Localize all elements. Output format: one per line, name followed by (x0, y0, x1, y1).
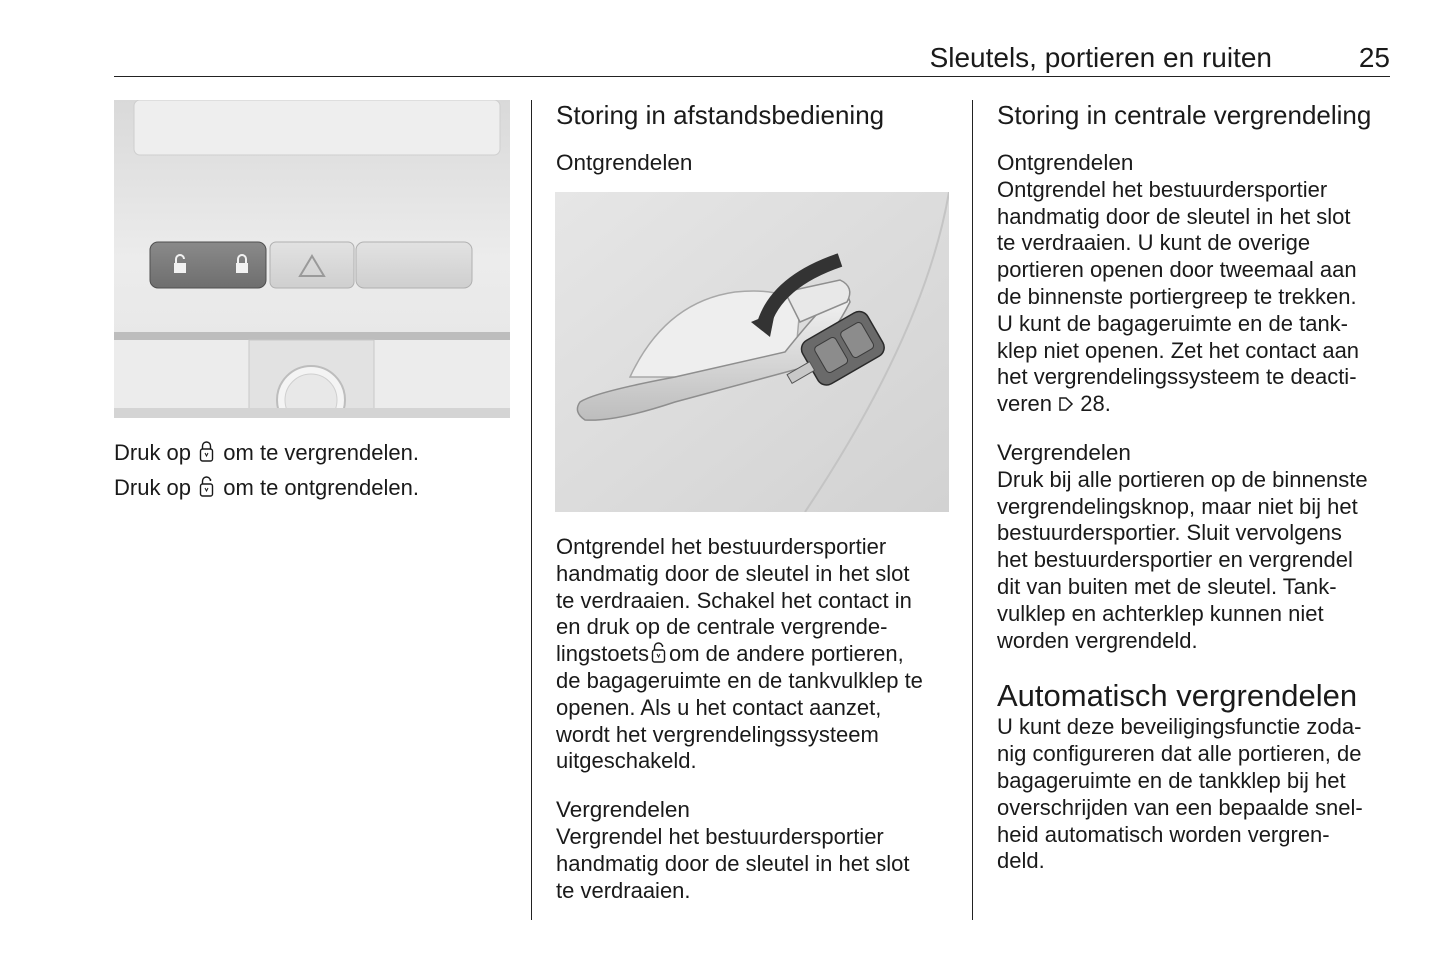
door-handle-key-illustration (555, 192, 949, 512)
lock-symbol-icon (199, 441, 214, 463)
auto-lock-paragraph: U kunt deze beveiligingsfunctie zoda- nig configureren dat alle portieren, de bagageruimte en de tankklep bij het overschrijden van een bepaalde snel- heid automatisch worden vergren- deld. (997, 714, 1363, 874)
unlock-symbol-icon (199, 476, 214, 498)
page-reference-arrow-icon (1058, 395, 1074, 413)
lock-instruction: Druk op om te vergrendelen. (114, 440, 419, 465)
unlock-symbol-icon (651, 642, 666, 664)
central-lock-buttons-illustration (114, 100, 510, 418)
column-2-body (556, 534, 952, 904)
blank-button (356, 242, 472, 288)
column-divider-1 (531, 100, 532, 920)
central-unlock-subheading: Ontgrendelen (997, 150, 1134, 175)
page-header (114, 40, 1390, 77)
column-2 (556, 100, 952, 177)
column-divider-2 (972, 100, 973, 920)
central-unlock-paragraph: Ontgrendel het bestuurdersportier handmatig door de sleutel in het slot te verdraaien. U kunt de overige portieren openen door tweemaal aan de binnenste portiergreep te trekken. U kunt de bagageruimte en de tank- klep niet openen. Zet het contact aan het vergrendelingssysteem te deacti- veren 28. (997, 176, 1360, 417)
remote-lock-subheading: Vergrendelen (556, 797, 690, 823)
auto-lock-heading: Automatisch vergrendelen (997, 678, 1358, 714)
remote-unlock-subheading: Ontgrendelen (556, 150, 693, 175)
page-number: 25 (1358, 42, 1390, 73)
column-1 (114, 440, 512, 502)
central-lock-paragraph: Druk bij alle portieren op de binnenste vergrendelingsknop, maar niet bij het bestuurdersportier. Sluit vervolgens het bestuurdersportier en vergrendel dit van buiten met de sleutel. Tank- vulklep en achterklep kunnen niet worden vergrendeld. (997, 466, 1368, 653)
remote-lock-paragraph: Vergrendel het bestuurdersportier handmatig door de sleutel in het slot te verdraaien. (556, 823, 910, 903)
column-3 (997, 100, 1397, 875)
lock-button (150, 242, 266, 288)
unlock-instruction: Druk op om te ontgrendelen. (114, 474, 419, 500)
hazard-button (270, 242, 354, 288)
remote-unlock-paragraph: Ontgrendel het bestuurdersportier handmatig door de sleutel in het slot te verdraaien. Schakel het contact in en druk op de centrale vergrende- lingstoets om de andere portieren, de bagageruimte en de tankvulklep te openen. Als u het contact aanzet, wordt het vergrendelingssysteem uitgeschakeld. (556, 534, 923, 774)
central-lock-failure-heading: Storing in centrale vergrendeling (997, 100, 1372, 130)
remote-failure-heading: Storing in afstandsbediening (556, 100, 885, 130)
chapter-title: Sleutels, portieren en ruiten (929, 42, 1272, 73)
central-lock-subheading: Vergrendelen (997, 439, 1131, 465)
